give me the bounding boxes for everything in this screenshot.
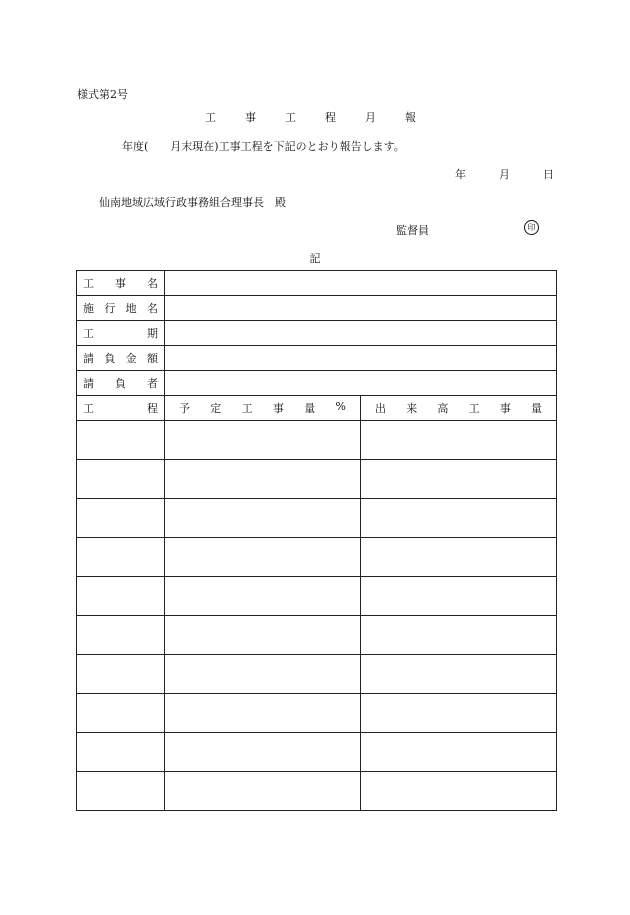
progress-row — [77, 772, 557, 811]
info-label — [77, 371, 165, 396]
info-label-text: 施 行 地 名 — [83, 302, 158, 315]
process-cell[interactable] — [77, 421, 165, 460]
info-label — [77, 296, 165, 321]
actual-header — [361, 396, 557, 421]
month-label: 月 — [499, 168, 510, 181]
actual-cell[interactable] — [361, 694, 557, 733]
progress-row — [77, 421, 557, 460]
progress-row — [77, 460, 557, 499]
process-cell[interactable] — [77, 733, 165, 772]
seal-mark: 印 — [524, 220, 539, 235]
actual-cell[interactable] — [361, 460, 557, 499]
planned-cell[interactable] — [165, 577, 361, 616]
actual-cell[interactable] — [361, 499, 557, 538]
progress-row — [77, 538, 557, 577]
info-row — [77, 321, 557, 346]
process-cell[interactable] — [77, 460, 165, 499]
supervisor-label: 監督員 — [396, 224, 429, 237]
actual-cell[interactable] — [361, 421, 557, 460]
progress-row — [77, 694, 557, 733]
progress-row — [77, 499, 557, 538]
info-label — [77, 271, 165, 296]
year-label: 年 — [455, 168, 466, 181]
addressee: 仙南地域広域行政事務組合理事長 殿 — [99, 196, 286, 209]
process-cell[interactable] — [77, 772, 165, 811]
process-cell[interactable] — [77, 499, 165, 538]
info-label — [77, 346, 165, 371]
actual-cell[interactable] — [361, 772, 557, 811]
info-value-field[interactable] — [165, 371, 557, 396]
ki-label: 記 — [309, 252, 321, 265]
process-cell[interactable] — [77, 538, 165, 577]
planned-cell[interactable] — [165, 772, 361, 811]
info-row — [77, 271, 557, 296]
actual-cell[interactable] — [361, 577, 557, 616]
info-row — [77, 346, 557, 371]
planned-cell[interactable] — [165, 499, 361, 538]
info-value-field[interactable] — [165, 271, 557, 296]
intro-text: 年度( 月末現在)工事工程を下記のとおり報告します。 — [122, 140, 405, 153]
actual-cell[interactable] — [361, 538, 557, 577]
document-title: 工 事 工 程 月 報 — [205, 111, 425, 124]
info-row — [77, 296, 557, 321]
progress-row — [77, 616, 557, 655]
day-label: 日 — [543, 168, 554, 181]
process-cell[interactable] — [77, 655, 165, 694]
planned-cell[interactable] — [165, 616, 361, 655]
process-header-text: 工 程 — [83, 402, 158, 415]
info-label-text: 工 期 — [83, 327, 158, 340]
process-header — [77, 396, 165, 421]
progress-row — [77, 577, 557, 616]
actual-cell[interactable] — [361, 733, 557, 772]
info-value-field[interactable] — [165, 321, 557, 346]
progress-row — [77, 733, 557, 772]
planned-cell[interactable] — [165, 421, 361, 460]
info-row — [77, 371, 557, 396]
planned-cell[interactable] — [165, 733, 361, 772]
process-cell[interactable] — [77, 577, 165, 616]
actual-cell[interactable] — [361, 655, 557, 694]
actual-header-text: 出 来 高 工 事 量 — [375, 402, 542, 415]
info-label-text: 請 負 金 額 — [83, 352, 158, 365]
info-value-field[interactable] — [165, 296, 557, 321]
progress-header-row — [77, 396, 557, 421]
process-cell[interactable] — [77, 694, 165, 733]
planned-header — [165, 396, 361, 421]
planned-cell[interactable] — [165, 538, 361, 577]
planned-cell[interactable] — [165, 694, 361, 733]
info-label-text: 工 事 名 — [83, 277, 158, 290]
process-cell[interactable] — [77, 616, 165, 655]
planned-cell[interactable] — [165, 460, 361, 499]
info-label-text: 請 負 者 — [83, 377, 158, 390]
actual-cell[interactable] — [361, 616, 557, 655]
planned-header-text: 予 定 工 事 量 % — [179, 400, 346, 415]
info-value-field[interactable] — [165, 346, 557, 371]
report-table — [76, 270, 557, 811]
progress-row — [77, 655, 557, 694]
date-line — [455, 166, 554, 182]
info-label — [77, 321, 165, 346]
form-number: 様式第2号 — [77, 88, 128, 101]
planned-cell[interactable] — [165, 655, 361, 694]
